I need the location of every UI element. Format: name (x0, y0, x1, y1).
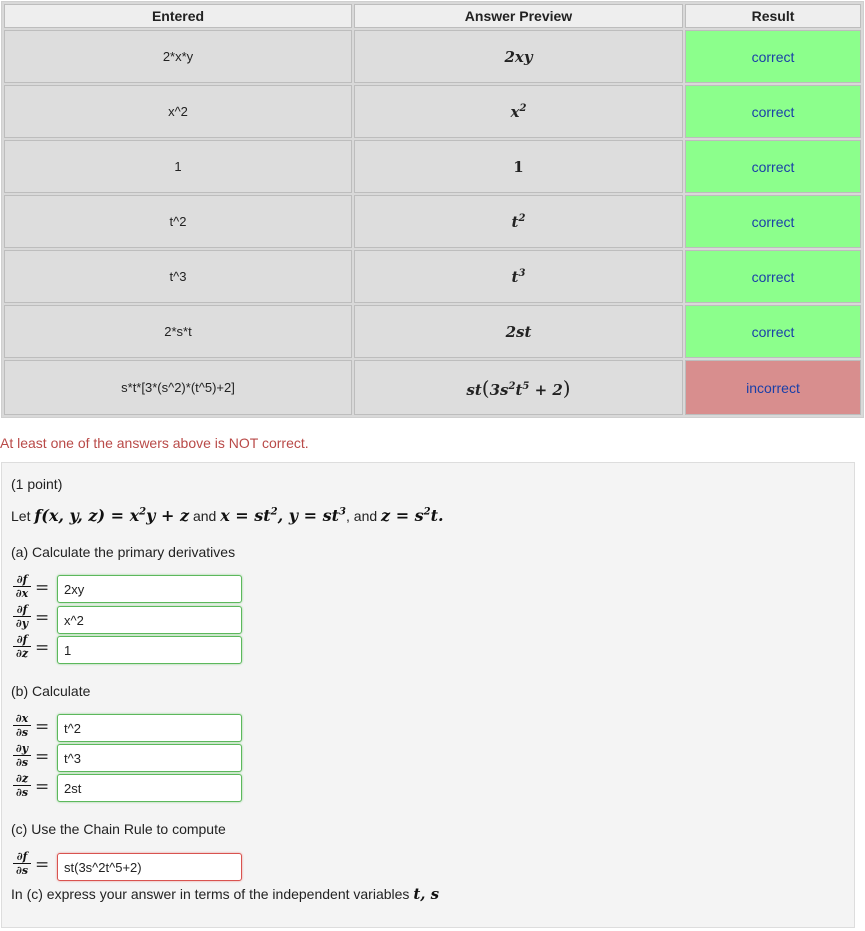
preview-cell: $t^3$ (354, 250, 683, 303)
df-dz-fraction: ∂f ∂z (13, 634, 31, 659)
preview-cell: $x^2$ (354, 85, 683, 138)
df-dz-input[interactable]: 1 (57, 636, 242, 664)
and-text: and (192, 508, 217, 524)
preview-cell: 1 (354, 140, 683, 193)
equals-sign: = (35, 855, 50, 875)
equals-sign: = (35, 747, 50, 767)
equals-sign: = (35, 777, 50, 797)
independent-vars-note: In (c) express your answer in terms of the independent variables t, s (11, 885, 440, 903)
warning-message: At least one of the answers above is NOT correct. (0, 435, 309, 451)
entered-cell: 2*x*y (4, 30, 352, 83)
preview-cell: $t^2$ (354, 195, 683, 248)
part-a-label: (a) Calculate the primary derivatives (11, 544, 236, 560)
df-dy-fraction: ∂f ∂y (13, 604, 31, 629)
equals-sign: = (35, 608, 50, 628)
header-entered: Entered (4, 4, 352, 28)
problem-statement: Let f(x, y, $z) = x^2y + z$ and $x = st^2$, $y = st^3$, and $z = s^2t$. (11, 506, 444, 525)
df-dx-input[interactable]: 2xy (57, 575, 242, 603)
preview-cell: 2xy (354, 30, 683, 83)
dx-ds-input[interactable]: t^2 (57, 714, 242, 742)
table-row (4, 30, 861, 83)
df-ds-input[interactable]: st(3s^2t^5+2) (57, 853, 242, 881)
results-table (1, 1, 864, 418)
result-cell: incorrect (685, 360, 861, 415)
results-header-row (4, 4, 861, 28)
entered-cell: 1 (4, 140, 352, 193)
comma-and-text: , and (346, 508, 378, 524)
part-b-label: (b) Calculate (11, 683, 91, 699)
table-row (4, 85, 861, 138)
dx-ds-fraction: ∂x ∂s (13, 713, 31, 738)
let-text: Let (11, 508, 31, 524)
df-ds-fraction: ∂f ∂s (13, 851, 31, 876)
result-cell: correct (685, 140, 861, 193)
note-text: In (c) express your answer in terms of the independent variables (11, 886, 410, 902)
result-cell: correct (685, 305, 861, 358)
problem-panel (1, 462, 855, 928)
table-row (4, 360, 861, 415)
dy-ds-fraction: ∂y ∂s (13, 743, 31, 768)
entered-cell: t^2 (4, 195, 352, 248)
equals-sign: = (35, 717, 50, 737)
result-cell: correct (685, 85, 861, 138)
preview-cell: 2st (354, 305, 683, 358)
equals-sign: = (35, 638, 50, 658)
entered-cell: s*t*[3*(s^2)*(t^5)+2] (4, 360, 352, 415)
table-row (4, 250, 861, 303)
table-row (4, 195, 861, 248)
dz-ds-input[interactable]: 2st (57, 774, 242, 802)
header-answer-preview: Answer Preview (354, 4, 683, 28)
points-label: (1 point) (11, 476, 63, 492)
result-cell: correct (685, 30, 861, 83)
preview-cell: $st(3s^2t^5 + 2)$ (354, 360, 683, 415)
df-dy-input[interactable]: x^2 (57, 606, 242, 634)
table-row (4, 140, 861, 193)
df-dx-fraction: ∂f ∂x (13, 574, 31, 599)
result-cell: correct (685, 250, 861, 303)
equals-sign: = (35, 578, 50, 598)
entered-cell: x^2 (4, 85, 352, 138)
header-result: Result (685, 4, 861, 28)
result-cell: correct (685, 195, 861, 248)
dy-ds-input[interactable]: t^3 (57, 744, 242, 772)
dz-ds-fraction: ∂z ∂s (13, 773, 31, 798)
entered-cell: 2*s*t (4, 305, 352, 358)
part-c-label: (c) Use the Chain Rule to compute (11, 821, 226, 837)
table-row (4, 305, 861, 358)
entered-cell: t^3 (4, 250, 352, 303)
